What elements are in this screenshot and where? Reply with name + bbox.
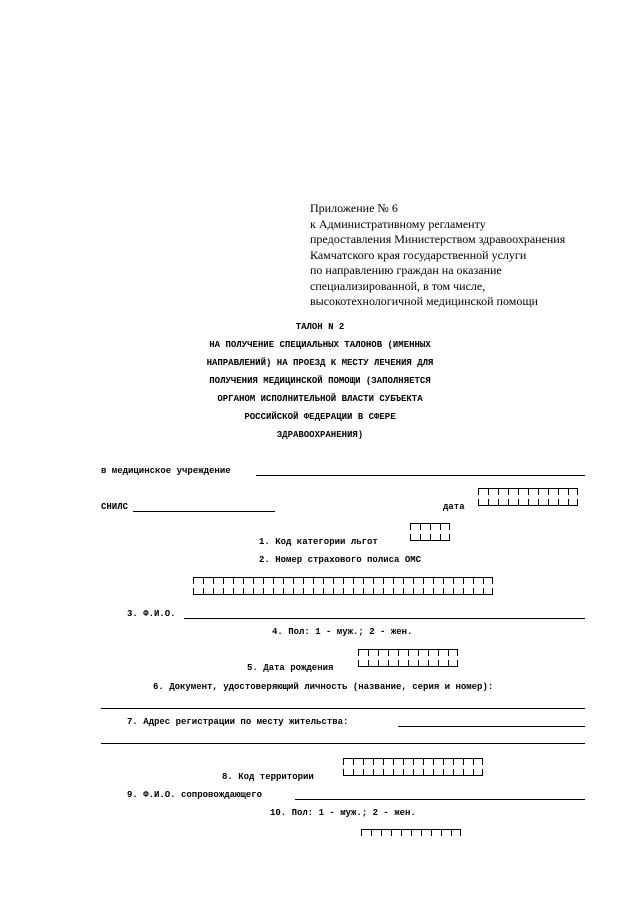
date-boxes-top[interactable] bbox=[478, 488, 578, 495]
date-label: дата bbox=[443, 502, 465, 512]
appendix-block bbox=[310, 201, 600, 310]
birth-date-boxes-top[interactable] bbox=[358, 649, 458, 656]
appendix-line: специализированной, в том числе, bbox=[310, 278, 486, 293]
snils-field[interactable] bbox=[133, 511, 275, 512]
form-title-line: НА ПОЛУЧЕНИЕ СПЕЦИАЛЬНЫХ ТАЛОНОВ (ИМЕННЫХ bbox=[209, 340, 431, 350]
appendix-line: по направлению граждан на оказание bbox=[310, 263, 502, 277]
benefit-code-label: 1. Код категории льгот bbox=[259, 537, 378, 547]
territory-code-boxes-top[interactable] bbox=[343, 758, 483, 765]
document-label: 6. Документ, удостоверяющий личность (название, серия и номер): bbox=[153, 682, 494, 692]
oms-label: 2. Номер страхового полиса ОМС bbox=[259, 555, 422, 565]
territory-code-boxes-bottom[interactable] bbox=[343, 769, 483, 776]
fio-field[interactable] bbox=[184, 618, 585, 619]
address-field[interactable] bbox=[398, 726, 585, 727]
date-boxes-bottom[interactable] bbox=[478, 499, 578, 506]
companion-sex-boxes-top[interactable] bbox=[361, 829, 461, 836]
companion-sex-label: 10. Пол: 1 - муж.; 2 - жен. bbox=[270, 808, 416, 818]
birth-date-label: 5. Дата рождения bbox=[247, 663, 334, 673]
form-title-line: ПОЛУЧЕНИЯ МЕДИЦИНСКОЙ ПОМОЩИ (ЗАПОЛНЯЕТСЯ bbox=[209, 376, 431, 386]
address-field-continued[interactable] bbox=[101, 743, 585, 744]
institution-field[interactable] bbox=[256, 475, 585, 476]
form-heading: ТАЛОН N 2 bbox=[295, 322, 345, 332]
oms-boxes-bottom[interactable] bbox=[193, 588, 493, 595]
fio-label: 3. Ф.И.О. bbox=[127, 609, 176, 619]
appendix-line: к Административному регламенту bbox=[310, 216, 486, 231]
appendix-line: Приложение № 6 bbox=[310, 201, 398, 215]
territory-code-label: 8. Код территории bbox=[222, 772, 314, 782]
birth-date-boxes-bottom[interactable] bbox=[358, 660, 458, 667]
benefit-code-boxes-top[interactable] bbox=[410, 523, 450, 530]
document-field[interactable] bbox=[101, 708, 585, 709]
sex-label: 4. Пол: 1 - муж.; 2 - жен. bbox=[272, 627, 413, 637]
appendix-line: высокотехнологичной медицинской помощи bbox=[310, 294, 538, 308]
oms-boxes-top[interactable] bbox=[193, 577, 493, 584]
appendix-line: предоставления Министерством здравоохранения bbox=[310, 232, 566, 246]
form-title-line: ОРГАНОМ ИСПОЛНИТЕЛЬНОЙ ВЛАСТИ СУБЪЕКТА bbox=[217, 394, 423, 404]
benefit-code-boxes-bottom[interactable] bbox=[410, 534, 450, 541]
companion-fio-field[interactable] bbox=[295, 799, 585, 800]
institution-label: в медицинское учреждение bbox=[101, 466, 231, 476]
companion-fio-label: 9. Ф.И.О. сопровождающего bbox=[127, 790, 263, 800]
appendix-line: Камчатского края государственной услуги bbox=[310, 247, 527, 262]
address-label: 7. Адрес регистрации по месту жительства: bbox=[127, 717, 349, 727]
snils-label: СНИЛС bbox=[101, 502, 129, 512]
form-title-line: РОССИЙСКОЙ ФЕДЕРАЦИИ В СФЕРЕ bbox=[244, 412, 396, 422]
form-title-line: НАПРАВЛЕНИЙ) НА ПРОЕЗД К МЕСТУ ЛЕЧЕНИЯ ДЛЯ bbox=[206, 358, 434, 368]
form-title-line: ЗДРАВООХРАНЕНИЯ) bbox=[276, 430, 364, 440]
